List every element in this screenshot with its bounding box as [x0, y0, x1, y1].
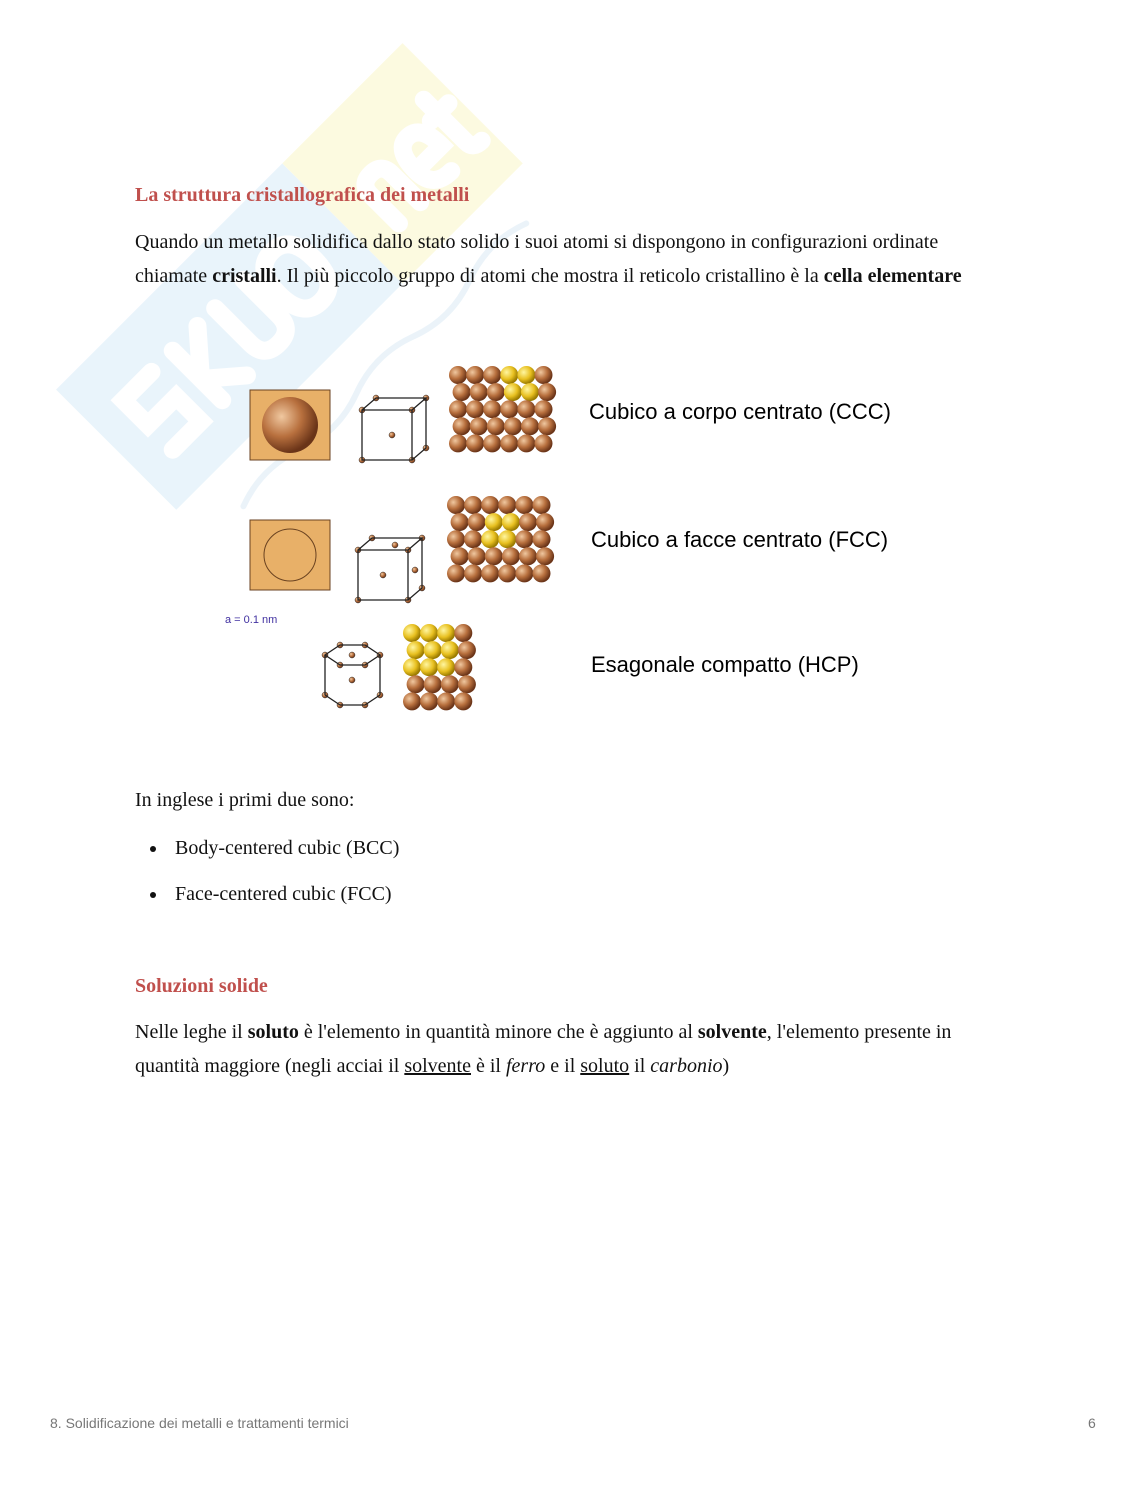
atom-sphere: [538, 383, 556, 401]
atom-sphere: [487, 383, 505, 401]
bcc-unit-cell: [362, 398, 426, 460]
atom-sphere: [502, 513, 520, 531]
atom-sphere: [464, 496, 482, 514]
atom-sphere: [498, 496, 516, 514]
atom-sphere: [453, 417, 471, 435]
label-ccc: Cubico a corpo centrato (CCC): [589, 399, 892, 424]
atom-sphere: [424, 641, 442, 659]
atom-sphere: [407, 675, 425, 693]
hcp-lattice-spheres: [403, 624, 476, 710]
atom-sphere: [502, 547, 520, 565]
atom-sphere: [483, 434, 501, 452]
atom-sphere: [403, 692, 421, 710]
atom-sphere: [468, 547, 486, 565]
atom-sphere: [403, 658, 421, 676]
atom-sphere: [470, 417, 488, 435]
atom-sphere: [424, 675, 442, 693]
atom-sphere: [487, 417, 505, 435]
atom-sphere: [447, 496, 465, 514]
fcc-face-atom: [264, 529, 316, 581]
atom-sphere: [470, 383, 488, 401]
atom-sphere: [466, 366, 484, 384]
fcc-lattice-spheres: [447, 496, 554, 582]
bcc-atom: [389, 432, 395, 438]
atom-sphere: [519, 513, 537, 531]
atom-sphere: [517, 366, 535, 384]
atom-sphere: [451, 547, 469, 565]
atom-sphere: [483, 366, 501, 384]
atom-sphere: [535, 434, 553, 452]
atom-sphere: [515, 496, 533, 514]
label-fcc: Cubico a facce centrato (FCC): [591, 527, 889, 552]
atom-sphere: [521, 417, 539, 435]
intro-paragraph: Quando un metallo solidifica dallo stato solido i suoi atomi si dispongono in configurazioni ordinate chiamate cristalli. Il più piccolo gruppo di atomi che mostra il reticolo cristallino è la cella elementare: [135, 231, 962, 287]
footer-document-title: 8. Solidificazione dei metalli e trattamenti termici: [50, 1415, 349, 1431]
english-list: [135, 831, 399, 923]
atom-sphere: [458, 675, 476, 693]
atom-sphere: [500, 434, 518, 452]
atom-sphere: [407, 641, 425, 659]
atom-sphere: [447, 564, 465, 582]
atom-sphere: [437, 658, 455, 676]
atom-sphere: [441, 641, 459, 659]
hcp-atom: [349, 677, 355, 683]
list-item: Face-centered cubic (FCC): [135, 877, 399, 923]
atom-sphere: [481, 496, 499, 514]
atom-sphere: [521, 383, 539, 401]
atom-sphere: [441, 675, 459, 693]
atom-sphere: [466, 400, 484, 418]
atom-sphere: [481, 564, 499, 582]
fcc-atom: [412, 567, 418, 573]
atom-sphere: [481, 530, 499, 548]
atom-sphere: [504, 383, 522, 401]
atom-sphere: [483, 400, 501, 418]
page-number: 6: [1088, 1415, 1096, 1431]
atom-sphere: [464, 564, 482, 582]
atom-sphere: [535, 400, 553, 418]
atom-sphere: [519, 547, 537, 565]
atom-sphere: [451, 513, 469, 531]
bcc-center-atom: [262, 397, 318, 453]
atom-sphere: [517, 400, 535, 418]
atom-sphere: [533, 496, 551, 514]
atom-sphere: [449, 366, 467, 384]
atom-sphere: [437, 624, 455, 642]
atom-sphere: [420, 624, 438, 642]
atom-sphere: [449, 400, 467, 418]
fcc-atom: [380, 572, 386, 578]
atom-sphere: [498, 564, 516, 582]
atom-sphere: [403, 624, 421, 642]
atom-sphere: [447, 530, 465, 548]
atom-sphere: [504, 417, 522, 435]
atom-sphere: [538, 417, 556, 435]
atom-sphere: [454, 692, 472, 710]
atom-sphere: [466, 434, 484, 452]
atom-sphere: [498, 530, 516, 548]
atom-sphere: [517, 434, 535, 452]
atom-sphere: [437, 692, 455, 710]
atom-sphere: [485, 547, 503, 565]
atom-sphere: [468, 513, 486, 531]
atom-sphere: [485, 513, 503, 531]
atom-sphere: [515, 564, 533, 582]
solid-solutions-paragraph: Nelle leghe il soluto è l'elemento in quantità minore che è aggiunto al solvente, l'elemento presente in quantità maggiore (negli acciai il solvente è il ferro e il soluto il carbonio): [135, 1021, 952, 1077]
atom-sphere: [536, 513, 554, 531]
label-hcp: Esagonale compatto (HCP): [591, 652, 859, 677]
atom-sphere: [500, 366, 518, 384]
bcc-lattice-spheres: [449, 366, 556, 452]
hcp-atom: [349, 652, 355, 658]
atom-sphere: [454, 624, 472, 642]
atom-sphere: [453, 383, 471, 401]
crystal-structures-figure: [220, 355, 580, 720]
atom-sphere: [464, 530, 482, 548]
atom-sphere: [536, 547, 554, 565]
scale-note: a = 0.1 nm: [225, 614, 278, 626]
atom-sphere: [420, 692, 438, 710]
section-title-solid-solutions: Soluzioni solide: [135, 975, 268, 997]
atom-sphere: [533, 564, 551, 582]
atom-sphere: [454, 658, 472, 676]
english-intro: In inglese i primi due sono:: [135, 789, 355, 811]
atom-sphere: [449, 434, 467, 452]
atom-sphere: [515, 530, 533, 548]
atom-sphere: [535, 366, 553, 384]
section-title-crystal-structure: La struttura cristallografica dei metalli: [135, 184, 470, 206]
atom-sphere: [533, 530, 551, 548]
list-item: Body-centered cubic (BCC): [135, 831, 399, 877]
atom-sphere: [420, 658, 438, 676]
atom-sphere: [458, 641, 476, 659]
atom-sphere: [500, 400, 518, 418]
fcc-atom: [392, 542, 398, 548]
